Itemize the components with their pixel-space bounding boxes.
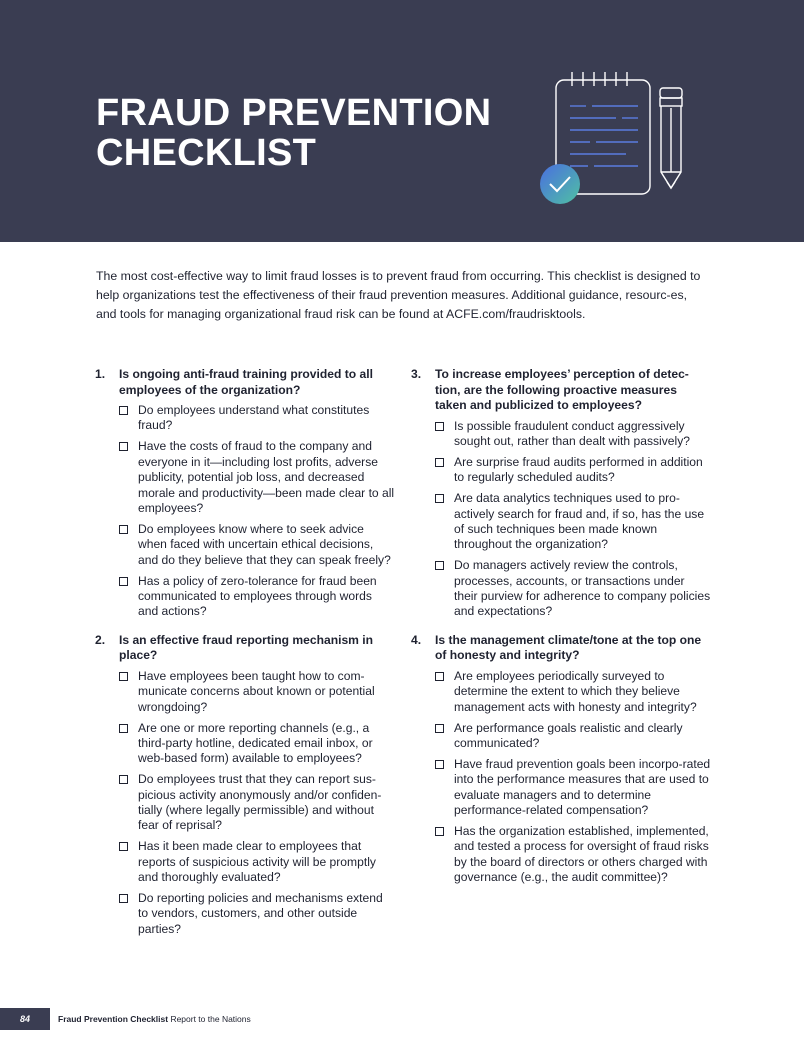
checklist-items bbox=[435, 669, 711, 886]
checklist-item-text: Do managers actively review the controls, processes, accounts, or transactions under their purview for adherence to company policies and expectations? bbox=[454, 558, 711, 619]
checklist-right-column bbox=[411, 367, 711, 899]
checkbox[interactable] bbox=[119, 842, 128, 851]
checklist-item bbox=[435, 721, 711, 752]
checklist-item bbox=[119, 772, 395, 834]
checklist-item bbox=[119, 839, 395, 885]
section-question bbox=[411, 633, 711, 664]
intro-paragraph: The most cost-effective way to limit fraud losses is to prevent fraud from occurring. This checklist is designed to help organizations test the effectiveness of their fraud prevention measures. Additional guidance, resourc-es, and tools for managing organizational fraud risk can be found at ACFE.com/fraudrisktools. bbox=[96, 269, 701, 321]
checklist-item bbox=[119, 403, 395, 434]
checkbox[interactable] bbox=[119, 672, 128, 681]
checklist-item bbox=[119, 891, 395, 937]
checkbox[interactable] bbox=[119, 577, 128, 586]
section-question bbox=[411, 367, 711, 414]
checkbox[interactable] bbox=[119, 406, 128, 415]
checklist-item-text: Are one or more reporting channels (e.g., a third-party hotline, dedicated email inbox, or web-based form) available to employees? bbox=[138, 720, 373, 766]
page-title bbox=[96, 93, 491, 173]
checklist-item bbox=[435, 757, 711, 819]
page-number: 84 bbox=[0, 1008, 50, 1030]
header-banner bbox=[0, 0, 804, 242]
checklist-item-text: Are performance goals realistic and clearly communicated? bbox=[454, 720, 683, 750]
question-text: Is an effective fraud reporting mechanism in place? bbox=[119, 632, 374, 663]
checklist-item bbox=[435, 558, 711, 620]
checklist-section-2 bbox=[95, 633, 395, 938]
checkbox[interactable] bbox=[435, 672, 444, 681]
checklist-section-1 bbox=[95, 367, 395, 620]
checklist-item-text: Do employees know where to seek advice when faced with uncertain ethical decisions, and do they believe that they can speak freely? bbox=[138, 521, 391, 567]
page-title-line-1: FRAUD PREVENTION bbox=[96, 92, 492, 134]
checklist-left-column bbox=[95, 367, 395, 950]
checklist-item-text: Have employees been taught how to com-municate concerns about known or potential wrongdoing? bbox=[138, 668, 375, 714]
checkbox[interactable] bbox=[435, 458, 444, 467]
checklist-section-4 bbox=[411, 633, 711, 886]
checkbox[interactable] bbox=[435, 494, 444, 503]
checkbox[interactable] bbox=[119, 724, 128, 733]
checklist-item bbox=[435, 491, 711, 553]
question-text: Is ongoing anti-fraud training provided to all employees of the organization? bbox=[119, 367, 373, 397]
checklist-item-text: Have fraud prevention goals been incorpo-rated into the performance measures that are used to evaluate managers and to determine performance-related compensation? bbox=[454, 756, 711, 818]
checklist-item-text: Are data analytics techniques used to pro-actively search for fraud and, if so, has the use of such techniques been made known throughout the organization? bbox=[454, 491, 705, 552]
notepad-lines bbox=[570, 106, 638, 166]
checklist-items bbox=[119, 669, 395, 938]
checkbox[interactable] bbox=[119, 894, 128, 903]
checklist-items bbox=[119, 403, 395, 620]
checklist-item-text: Is possible fraudulent conduct aggressively sought out, rather than dealt with passively? bbox=[454, 418, 690, 448]
checklist-item-text: Have the costs of fraud to the company and everyone in it—including lost profits, adverse publicity, potential job loss, and decreased morale and productivity—been made clear to all employees? bbox=[138, 439, 395, 515]
checklist-item bbox=[435, 669, 711, 715]
checklist-item-text: Are employees periodically surveyed to determine the extent to which they believe management acts with honesty and integrity? bbox=[454, 668, 697, 714]
checklist-section-3 bbox=[411, 367, 711, 620]
checklist-item bbox=[435, 419, 711, 450]
checklist-illustration bbox=[530, 68, 700, 218]
question-number: 2. bbox=[95, 632, 106, 647]
checklist-item-text: Are surprise fraud audits performed in addition to regularly scheduled audits? bbox=[454, 454, 703, 485]
checkbox[interactable] bbox=[119, 775, 128, 784]
checkbox[interactable] bbox=[435, 827, 444, 836]
checklist-item-text: Do reporting policies and mechanisms extend to vendors, customers, and other outside parties? bbox=[138, 891, 383, 936]
question-number: 1. bbox=[95, 367, 106, 381]
checklist-item-text: Has the organization established, implemented, and tested a process for oversight of fraud risks by the board of directors or others charged with governance (e.g., the audit committee)? bbox=[454, 824, 709, 885]
checklist-item bbox=[119, 669, 395, 715]
section-question bbox=[95, 633, 395, 664]
checkbox[interactable] bbox=[435, 724, 444, 733]
page-title-line-2: CHECKLIST bbox=[96, 132, 317, 174]
page-footer bbox=[0, 1008, 804, 1030]
checkbox[interactable] bbox=[435, 760, 444, 769]
checklist-item-text: Do employees understand what constitutes fraud? bbox=[138, 403, 370, 433]
question-text: To increase employees’ perception of detec-tion, are the following proactive measures taken and publicized to employees? bbox=[435, 367, 689, 412]
question-text: Is the management climate/tone at the top one of honesty and integrity? bbox=[435, 632, 702, 663]
checkbox[interactable] bbox=[435, 561, 444, 570]
checklist-item-text: Do employees trust that they can report sus-picious activity anonymously and/or confiden-tially (where legally permissible) and without fear of reprisal? bbox=[138, 772, 382, 833]
checkbox[interactable] bbox=[119, 525, 128, 534]
checklist-item bbox=[435, 455, 711, 486]
footer-publication: Report to the Nations bbox=[170, 1014, 251, 1024]
footer-caption bbox=[58, 1014, 251, 1024]
checklist-item bbox=[119, 721, 395, 767]
checkbox[interactable] bbox=[435, 422, 444, 431]
section-question bbox=[95, 367, 395, 398]
checkbox[interactable] bbox=[119, 442, 128, 451]
checkmark-badge-icon bbox=[540, 164, 580, 204]
footer-section-title: Fraud Prevention Checklist bbox=[58, 1014, 169, 1024]
checklist-items bbox=[435, 419, 711, 620]
checklist-item-text: Has it been made clear to employees that reports of suspicious activity will be promptly and thoroughly evaluated? bbox=[138, 839, 376, 885]
checklist-item-text: Has a policy of zero-tolerance for fraud been communicated to employees through words and actions? bbox=[138, 573, 377, 619]
checklist-item bbox=[119, 439, 395, 516]
pencil-icon bbox=[660, 88, 682, 188]
question-number: 3. bbox=[411, 367, 422, 381]
question-number: 4. bbox=[411, 632, 422, 647]
checklist-item bbox=[435, 824, 711, 886]
checklist-item bbox=[119, 574, 395, 620]
checklist-item bbox=[119, 522, 395, 568]
